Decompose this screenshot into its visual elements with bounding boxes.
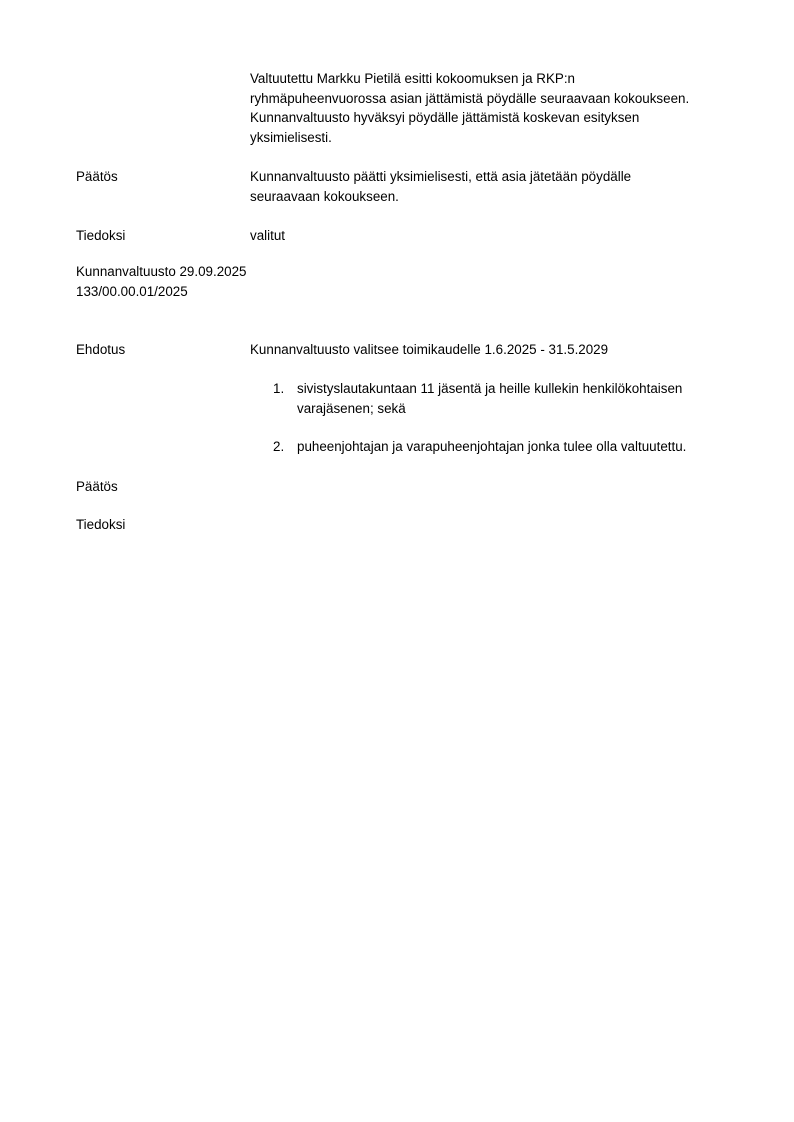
inform-value: valitut (250, 228, 285, 243)
intro-line-4: yksimielisesti. (250, 130, 332, 145)
decision-label: Päätös (76, 169, 118, 184)
meeting-reference: 133/00.00.01/2025 (76, 284, 188, 299)
list-item-number: 2. (273, 439, 285, 454)
proposal-label: Ehdotus (76, 342, 126, 357)
list-item-number: 1. (273, 381, 285, 396)
decision-text-line-2: seuraavaan kokoukseen. (250, 189, 399, 204)
decision-text-line-1: Kunnanvaltuusto päätti yksimielisesti, että asia jätetään pöydälle (250, 169, 632, 184)
list-item-text-line-1: puheenjohtajan ja varapuheenjohtajan jonka tulee olla valtuutettu. (297, 439, 687, 454)
inform-label: Tiedoksi (76, 517, 126, 532)
list-item-text-line-2: varajäsenen; sekä (297, 401, 406, 416)
proposal-text: Kunnanvaltuusto valitsee toimikaudelle 1.6.2025 - 31.5.2029 (250, 342, 609, 357)
meeting-title: Kunnanvaltuusto 29.09.2025 (76, 264, 247, 279)
list-item-text-line-1: sivistyslautakuntaan 11 jäsentä ja heille kullekin henkilökohtaisen (297, 381, 683, 396)
inform-label: Tiedoksi (76, 228, 126, 243)
decision-label: Päätös (76, 479, 118, 494)
intro-line-2: ryhmäpuheenvuorossa asian jättämistä pöydälle seuraavaan kokoukseen. (250, 91, 690, 106)
intro-line-3: Kunnanvaltuusto hyväksyi pöydälle jättämistä koskevan esityksen (250, 110, 640, 125)
intro-line-1: Valtuutettu Markku Pietilä esitti kokoomuksen ja RKP:n (250, 71, 575, 86)
